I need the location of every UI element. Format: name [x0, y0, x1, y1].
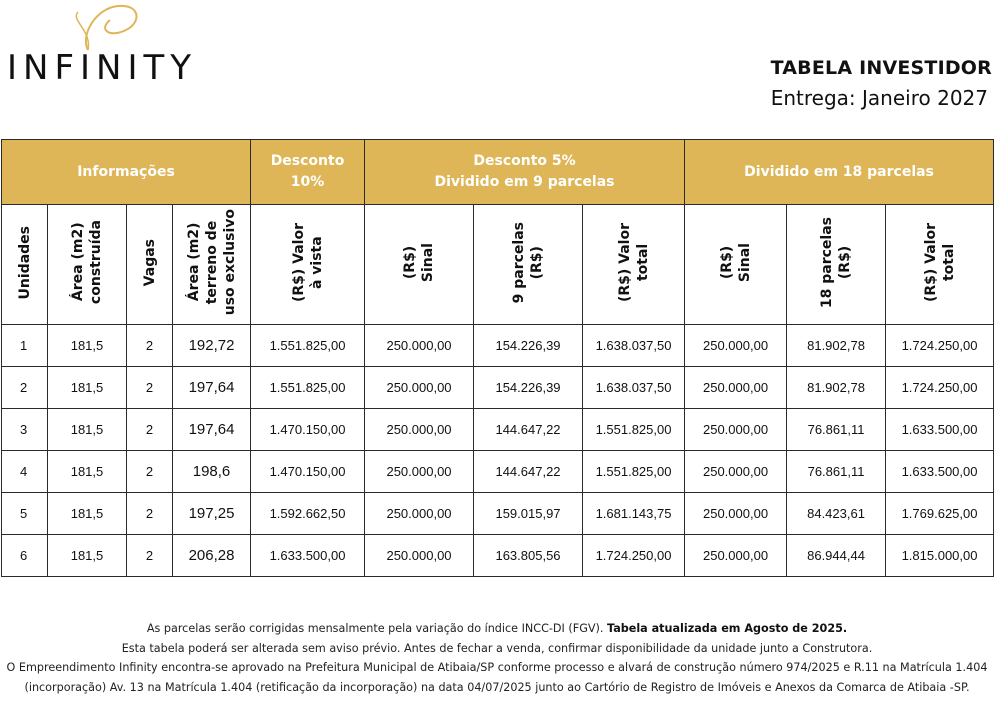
table-cell: 1.633.500,00	[251, 535, 365, 577]
table-cell: 1.551.825,00	[583, 409, 685, 451]
column-header	[474, 205, 583, 325]
table-cell: 86.944,44	[787, 535, 886, 577]
table-cell: 6	[2, 535, 48, 577]
table-cell: 206,28	[173, 535, 251, 577]
column-header-label: Unidades	[16, 225, 33, 300]
table-row	[2, 325, 994, 367]
group-header-row	[2, 140, 994, 205]
table-cell: 154.226,39	[474, 325, 583, 367]
table-cell: 250.000,00	[365, 451, 474, 493]
table-row	[2, 451, 994, 493]
table-cell: 250.000,00	[365, 325, 474, 367]
table-cell: 1.470.150,00	[251, 409, 365, 451]
table-row	[2, 367, 994, 409]
table-row	[2, 409, 994, 451]
table-cell: 1.638.037,50	[583, 367, 685, 409]
table-cell: 197,64	[173, 367, 251, 409]
brand-logo	[0, 0, 200, 100]
table-cell: 250.000,00	[685, 535, 787, 577]
column-header	[685, 205, 787, 325]
table-cell: 144.647,22	[474, 451, 583, 493]
group-header: Desconto 10%	[251, 140, 365, 205]
table-cell: 2	[127, 409, 173, 451]
table-cell: 1.638.037,50	[583, 325, 685, 367]
table-cell: 1.769.625,00	[886, 493, 994, 535]
table-cell: 5	[2, 493, 48, 535]
footer-line-2: Esta tabela poderá ser alterada sem aviso prévio. Antes de fechar a venda, confirmar disponibilidade da unidade junto a Construtora.	[121, 641, 873, 655]
table-cell: 250.000,00	[685, 325, 787, 367]
column-header	[251, 205, 365, 325]
table-cell: 1.724.250,00	[886, 367, 994, 409]
table-cell: 159.015,97	[474, 493, 583, 535]
table-cell: 2	[127, 325, 173, 367]
table-cell: 1.551.825,00	[583, 451, 685, 493]
table-cell: 1.633.500,00	[886, 409, 994, 451]
column-header	[787, 205, 886, 325]
table-cell: 197,64	[173, 409, 251, 451]
footer-line-4: (incorporação) Av. 13 na Matrícula 1.404 (retificação da incorporação) na data 04/07/2025 junto ao Cartório de Registro de Imóveis e Anexos da Comarca de Atibaia -SP.	[24, 680, 970, 694]
column-header	[48, 205, 127, 325]
table-cell: 250.000,00	[685, 493, 787, 535]
table-cell: 1.592.662,50	[251, 493, 365, 535]
footer-line-3: O Empreendimento Infinity encontra-se aprovado na Prefeitura Municipal de Atibaia/SP conforme processo e alvará de construção número 974/2025 e R.11 na Matrícula 1.404	[6, 661, 988, 674]
table-cell: 181,5	[48, 367, 127, 409]
table-cell: 250.000,00	[685, 367, 787, 409]
table-cell: 1	[2, 325, 48, 367]
table-cell: 192,72	[173, 325, 251, 367]
table-cell: 144.647,22	[474, 409, 583, 451]
table-cell: 1.724.250,00	[886, 325, 994, 367]
price-table	[1, 139, 994, 577]
updated-note: Tabela atualizada em Agosto de 2025.	[607, 622, 848, 635]
brand-name: INFINITY	[7, 48, 198, 88]
column-header	[886, 205, 994, 325]
column-header-label: (R$) Valor total	[616, 222, 651, 303]
group-header: Dividido em 18 parcelas	[685, 140, 994, 205]
table-cell: 250.000,00	[685, 451, 787, 493]
table-cell: 1.470.150,00	[251, 451, 365, 493]
table-cell: 198,6	[173, 451, 251, 493]
table-cell: 163.805,56	[474, 535, 583, 577]
table-cell: 2	[127, 367, 173, 409]
table-cell: 197,25	[173, 493, 251, 535]
table-cell: 154.226,39	[474, 367, 583, 409]
table-cell: 250.000,00	[365, 409, 474, 451]
table-cell: 1.724.250,00	[583, 535, 685, 577]
column-header-label: Área (m2) terreno de uso exclusivo	[185, 209, 238, 316]
column-header-label: (R$) Valor total	[922, 222, 957, 303]
column-header	[583, 205, 685, 325]
column-header-label: (R$) Valor à vista	[290, 222, 325, 303]
table-cell: 2	[2, 367, 48, 409]
column-header-label: 9 parcelas (R$)	[511, 221, 546, 304]
table-cell: 181,5	[48, 535, 127, 577]
table-cell: 4	[2, 451, 48, 493]
table-row	[2, 493, 994, 535]
footer-line-1: As parcelas serão corrigidas mensalmente pela variação do índice INCC-DI (FGV). Tabela atualizada em Agosto de 2025.	[146, 622, 848, 635]
table-cell: 76.861,11	[787, 409, 886, 451]
column-header	[173, 205, 251, 325]
table-cell: 250.000,00	[365, 493, 474, 535]
table-cell: 2	[127, 451, 173, 493]
column-header	[127, 205, 173, 325]
table-body	[2, 325, 994, 577]
table-cell: 181,5	[48, 451, 127, 493]
column-header-label: Vagas	[141, 238, 158, 287]
delivery-date: Entrega: Janeiro 2027	[770, 86, 988, 110]
table-cell: 84.423,61	[787, 493, 886, 535]
column-header-label: 18 parcelas (R$)	[819, 216, 854, 309]
table-cell: 1.551.825,00	[251, 367, 365, 409]
group-header: Desconto 5% Dividido em 9 parcelas	[365, 140, 685, 205]
table-cell: 1.551.825,00	[251, 325, 365, 367]
table-cell: 1.633.500,00	[886, 451, 994, 493]
table-cell: 2	[127, 535, 173, 577]
column-header	[2, 205, 48, 325]
footer-notes	[0, 619, 994, 697]
column-header	[365, 205, 474, 325]
table-cell: 250.000,00	[365, 535, 474, 577]
table-cell: 3	[2, 409, 48, 451]
table-cell: 181,5	[48, 493, 127, 535]
table-row	[2, 535, 994, 577]
table-cell: 2	[127, 493, 173, 535]
table-cell: 81.902,78	[787, 367, 886, 409]
column-header-label: Área (m2) construída	[70, 220, 104, 305]
column-header-label: (R$) Sinal	[402, 242, 437, 283]
table-cell: 81.902,78	[787, 325, 886, 367]
group-header: Informações	[2, 140, 251, 205]
table-cell: 1.681.143,75	[583, 493, 685, 535]
column-header-label: (R$) Sinal	[718, 242, 753, 283]
column-header-row	[2, 205, 994, 325]
table-cell: 181,5	[48, 409, 127, 451]
table-cell: 250.000,00	[685, 409, 787, 451]
page-title: TABELA INVESTIDOR	[770, 57, 992, 79]
table-cell: 181,5	[48, 325, 127, 367]
table-cell: 1.815.000,00	[886, 535, 994, 577]
table-cell: 250.000,00	[365, 367, 474, 409]
table-cell: 76.861,11	[787, 451, 886, 493]
